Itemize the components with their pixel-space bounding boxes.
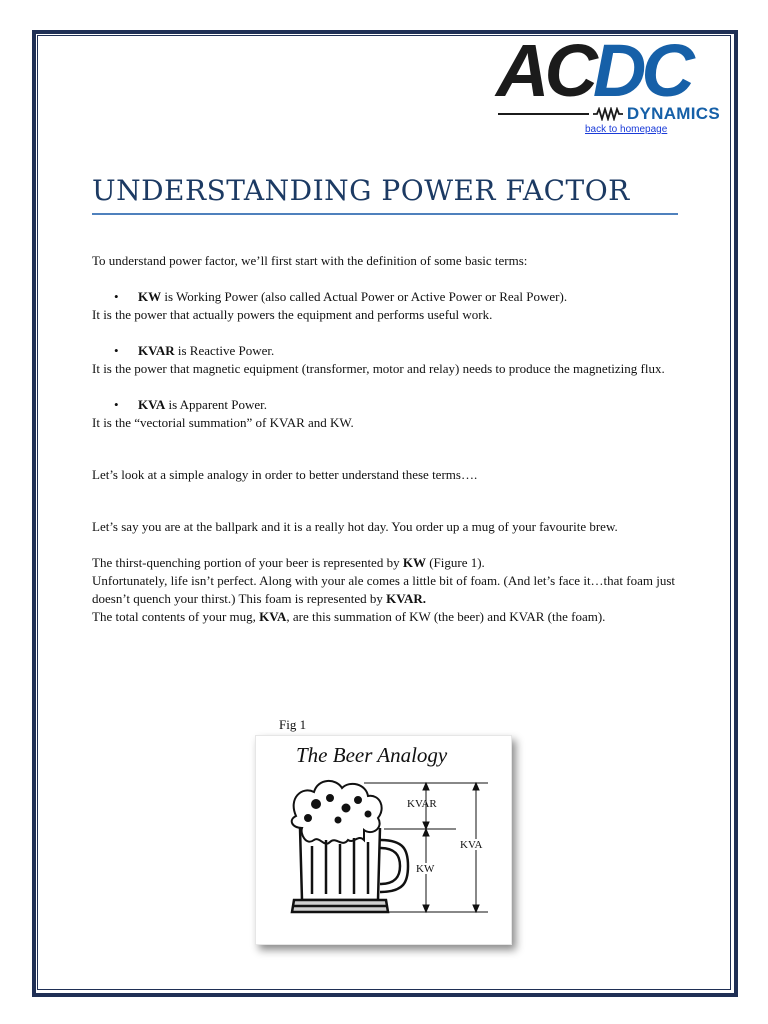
- term-kw: [92, 288, 677, 306]
- beer-analogy-diagram: [256, 736, 511, 944]
- logo-sub: [498, 104, 720, 124]
- resistor-icon: [593, 107, 623, 121]
- term-kvar-definition: is Reactive Power.: [174, 343, 275, 358]
- label-kva: KVA: [460, 839, 483, 851]
- logo-dynamics: DYNAMICS: [626, 104, 720, 123]
- term-kva-name: KVA: [138, 397, 166, 412]
- analogy-paragraph: The thirst-quenching portion of your beer is represented by KW (Figure 1). Unfortunately, life isn’t perfect. Along with your ale comes a little bit of foam. (And let’s face it…that foam just doesn’t quench your thirst.) This foam is represented by KVAR. The total contents of your mug, KVA, are this summation of KW (the beer) and KVAR (the foam).: [92, 555, 676, 624]
- term-kvar-detail: It is the power that magnetic equipment (transformer, motor and relay) needs to produce the magnetizing flux.: [92, 361, 665, 376]
- intro-text: To understand power factor, we’ll first start with the definition of some basic terms:: [92, 253, 528, 268]
- logo-ac: AC: [496, 29, 593, 112]
- label-kvar: KVAR: [407, 798, 437, 810]
- term-kvar: [92, 342, 677, 360]
- title-rule: [92, 213, 678, 215]
- figure-caption: Fig 1: [279, 717, 307, 732]
- term-kva: [92, 396, 677, 414]
- term-kvar-name: KVAR: [138, 343, 175, 358]
- logo-line: [498, 113, 589, 115]
- body-text: [92, 252, 677, 626]
- logo-letters: [496, 29, 690, 112]
- term-kw-definition: is Working Power (also called Actual Power or Active Power or Real Power).: [161, 289, 568, 304]
- page-title: UNDERSTANDING POWER FACTOR: [92, 174, 630, 207]
- term-kw-name: KW: [138, 289, 162, 304]
- term-kva-definition: is Apparent Power.: [165, 397, 268, 412]
- analogy-intro: Let’s look at a simple analogy in order to better understand these terms….: [92, 467, 478, 482]
- figure-title: The Beer Analogy: [296, 743, 448, 767]
- label-kw: KW: [416, 863, 435, 875]
- beer-analogy-figure: [255, 735, 512, 945]
- back-to-homepage-link[interactable]: back to homepage: [585, 124, 668, 135]
- acdc-logo: [496, 29, 720, 130]
- beer-foam: [292, 781, 382, 844]
- ballpark-text: Let’s say you are at the ballpark and it is a really hot day. You order up a mug of your favourite brew.: [92, 519, 618, 534]
- term-kw-detail: It is the power that actually powers the equipment and performs useful work.: [92, 307, 493, 322]
- logo-dc: DC: [592, 29, 690, 112]
- term-kva-detail: It is the “vectorial summation” of KVAR and KW.: [92, 415, 354, 430]
